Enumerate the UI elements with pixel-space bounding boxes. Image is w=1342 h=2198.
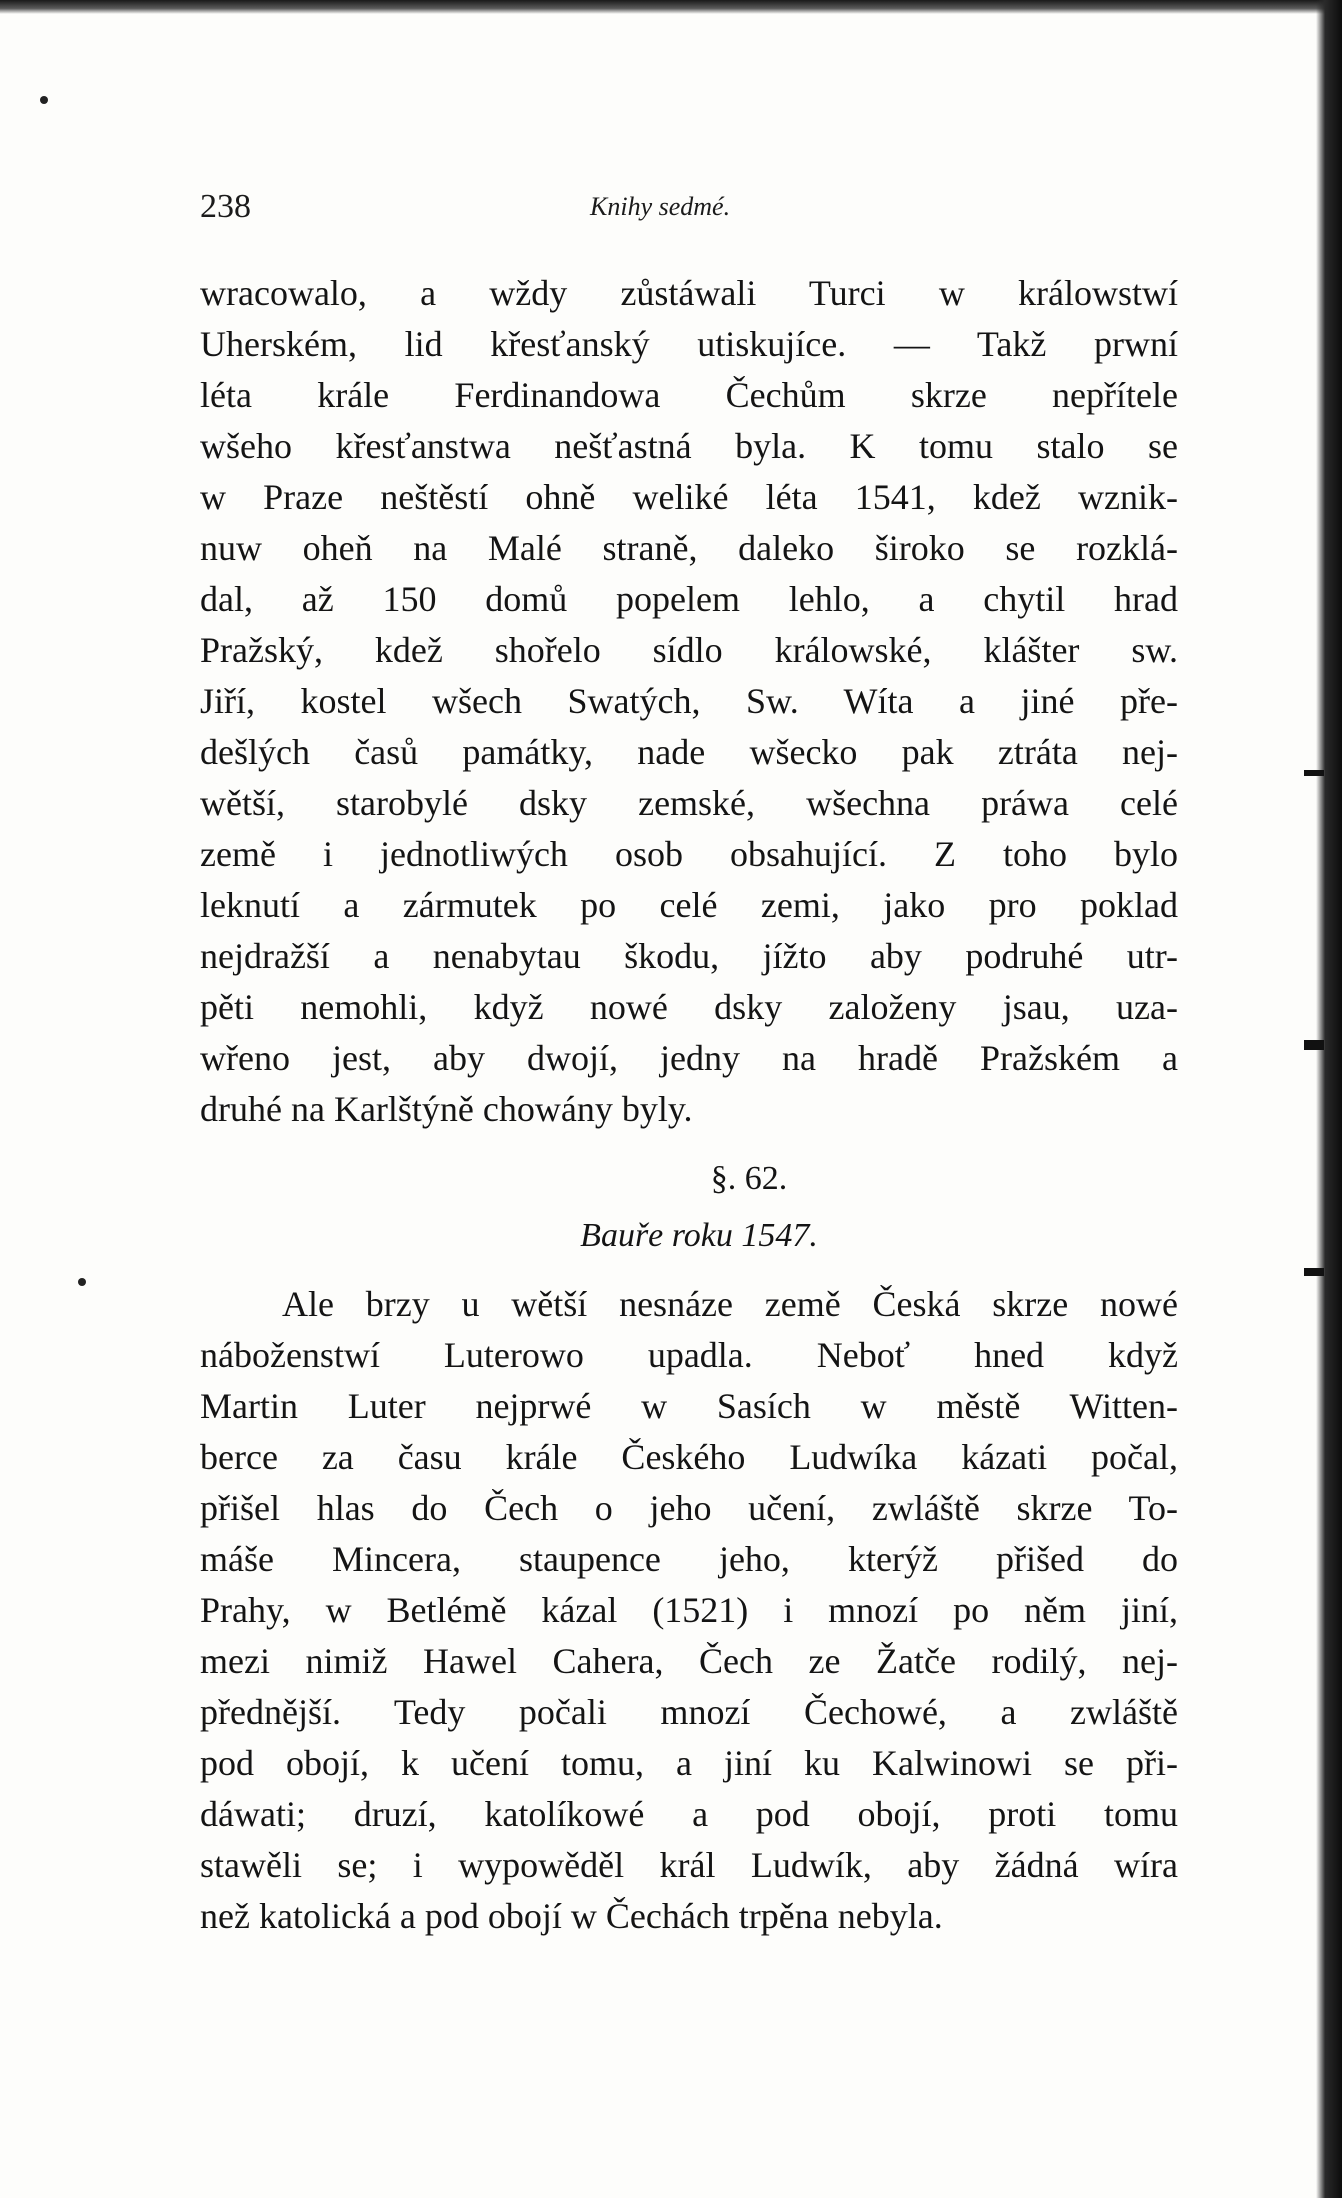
text-line: dáwati; druzí, katolíkowé a pod obojí, proti tomu — [200, 1794, 1178, 1834]
text-line: máše Mincera, staupence jeho, kterýž přišed do — [200, 1539, 1178, 1579]
text-line: Pražský, kdež shořelo sídlo králowské, klášter sw. — [200, 630, 1178, 670]
section-number: §. 62. — [710, 1160, 788, 1197]
text-line: dal, až 150 domů popelem lehlo, a chytil hrad — [200, 579, 1178, 619]
edge-mark — [1304, 770, 1324, 776]
running-head — [200, 188, 1180, 228]
running-title: Knihy sedmé. — [590, 192, 731, 221]
text-line: Jiří, kostel wšech Swatých, Sw. Wíta a jiné pře- — [200, 681, 1178, 721]
text-line: pod obojí, k učení tomu, a jiní ku Kalwinowi se při- — [200, 1743, 1178, 1783]
text-line: w Praze neštěstí ohně weliké léta 1541, kdež wznik- — [200, 477, 1178, 517]
text-line: dešlých časů památky, nade wšecko pak ztráta nej- — [200, 732, 1178, 772]
text-line: stawěli se; i wypowěděl král Ludwík, aby žádná wíra — [200, 1845, 1178, 1885]
text-line: Ale brzy u wětší nesnáze země Česká skrze nowé — [282, 1284, 1178, 1324]
text-line: berce za času krále Českého Ludwíka kázati počal, — [200, 1437, 1178, 1477]
text-line: než katolická a pod obojí w Čechách trpěna nebyla. — [200, 1896, 943, 1936]
text-line: nejdražší a nenabytau škodu, jížto aby podruhé utr- — [200, 936, 1178, 976]
text-line: Martin Luter nejprwé w Sasích w městě Witten- — [200, 1386, 1178, 1426]
page-number: 238 — [200, 188, 251, 225]
body-text — [200, 268, 1178, 1942]
section-title: Bauře roku 1547. — [580, 1217, 818, 1254]
text-line: léta krále Ferdinandowa Čechům skrze nepřítele — [200, 375, 1178, 415]
scan-shadow-right — [1316, 0, 1342, 2198]
text-line: wřeno jest, aby dwojí, jedny na hradě Pražském a — [200, 1038, 1178, 1078]
text-line: země i jednotliwých osob obsahující. Z toho bylo — [200, 834, 1178, 874]
scan-shadow-top — [0, 0, 1342, 14]
text-line: nuw oheň na Malé straně, daleko široko se rozklá- — [200, 528, 1178, 568]
text-line: pěti nemohli, když nowé dsky založeny jsau, uza- — [200, 987, 1178, 1027]
text-line: přišel hlas do Čech o jeho učení, zwláště skrze To- — [200, 1488, 1178, 1528]
text-line: přednější. Tedy počali mnozí Čechowé, a zwláště — [200, 1692, 1178, 1732]
edge-mark — [1304, 1040, 1324, 1050]
text-line: wracowalo, a wždy zůstáwali Turci w králowstwí — [200, 273, 1178, 313]
text-line: Uherském, lid křesťanský utiskujíce. — Takž prwní — [200, 324, 1178, 364]
text-line: Prahy, w Betlémě kázal (1521) i mnozí po něm jiní, — [200, 1590, 1178, 1630]
edge-mark — [1304, 1268, 1324, 1276]
text-line: druhé na Karlštýně chowány byly. — [200, 1089, 693, 1129]
text-line: wšeho křesťanstwa nešťastná byla. K tomu stalo se — [200, 426, 1178, 466]
paragraph-2 — [200, 1279, 1178, 1942]
ink-speck — [78, 1278, 86, 1286]
text-line: leknutí a zármutek po celé zemi, jako pro poklad — [200, 885, 1178, 925]
text-line: náboženstwí Luterowo upadla. Neboť hned když — [200, 1335, 1178, 1375]
text-line: wětší, starobylé dsky zemské, wšechna práwa celé — [200, 783, 1178, 823]
text-line: mezi nimiž Hawel Cahera, Čech ze Žatče rodilý, nej- — [200, 1641, 1178, 1681]
paragraph-1 — [200, 268, 1178, 1135]
ink-speck — [40, 96, 48, 104]
